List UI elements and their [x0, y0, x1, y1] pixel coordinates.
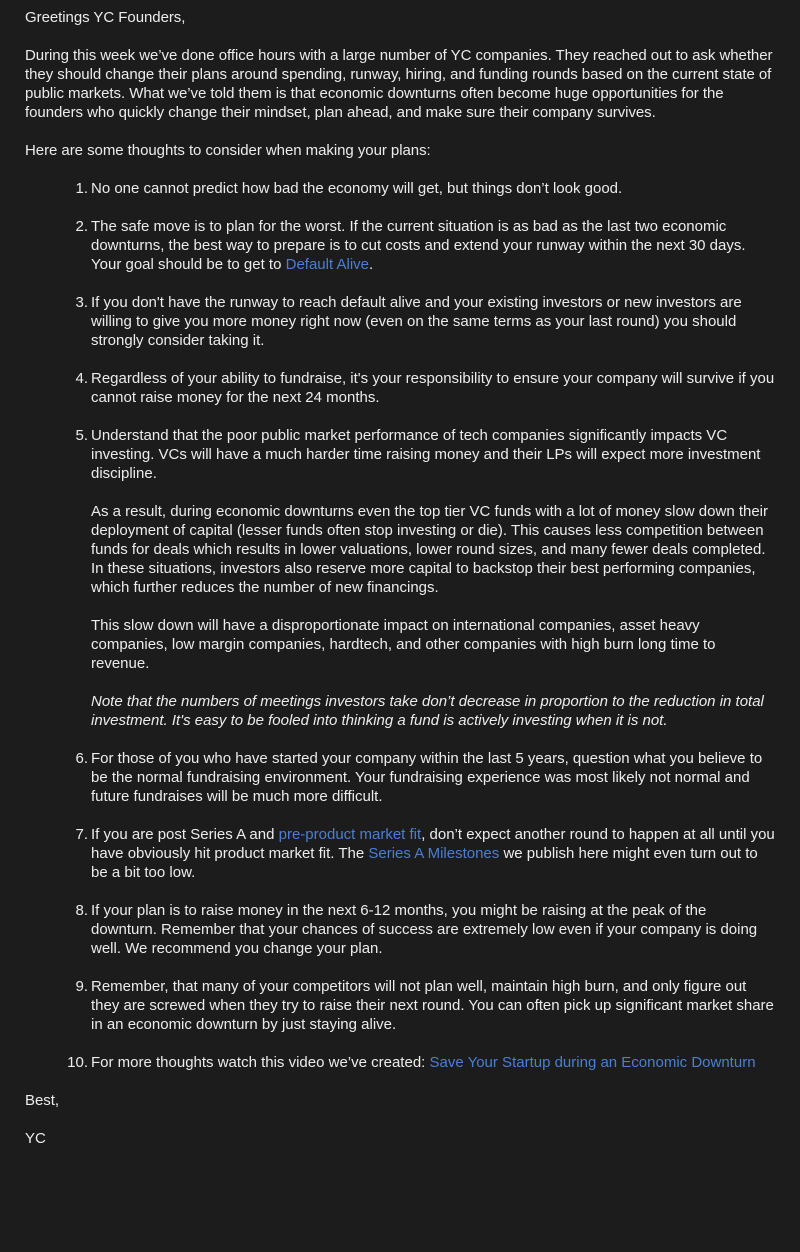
signature: YC	[25, 1130, 46, 1147]
list-text: , don’t expect another round to happen at all until you have obviously hit product market fit. The	[91, 826, 775, 862]
list-item	[25, 1053, 776, 1072]
greeting: Greetings YC Founders,	[25, 9, 186, 26]
list-number: 7.	[75, 826, 88, 843]
thoughts-list	[25, 179, 776, 1072]
list-item	[25, 179, 776, 198]
list-number: 4.	[75, 370, 88, 387]
list-text: .	[369, 256, 374, 273]
list-number: 3.	[75, 294, 88, 311]
list-text: Understand that the poor public market performance of tech companies significantly impacts VC investing. VCs will have a much harder time raising money and their LPs will expect more investment discipline.	[91, 427, 761, 482]
list-note: Note that the numbers of meetings investors take don’t decrease in proportion to the reduction in total investment. It's easy to be fooled into thinking a fund is actively investing when it is not.	[91, 693, 764, 729]
list-item	[25, 217, 776, 274]
list-text: Remember, that many of your competitors will not plan well, maintain high burn, and only figure out they are screwed when they try to raise their next round. You can often pick up significant market share in an economic downturn by just staying alive.	[91, 978, 774, 1033]
list-subparagraph: As a result, during economic downturns even the top tier VC funds with a lot of money slow down their deployment of capital (lesser funds often stop investing or die). This causes less competition between funds for deals which results in lower valuations, lower round sizes, and many fewer deals completed. In these situations, investors also reserve more capital to backstop their best performing companies, which further reduces the number of new financings.	[91, 503, 769, 596]
list-item	[25, 426, 776, 730]
signoff: Best,	[25, 1092, 59, 1109]
list-text: we publish here might even turn out to be a bit too low.	[91, 845, 758, 881]
list-number: 2.	[75, 218, 88, 235]
list-item	[25, 369, 776, 407]
list-text: The safe move is to plan for the worst. If the current situation is as bad as the last two economic downturns, the best way to prepare is to cut costs and extend your runway within the next 30 days. Your goal should be to get to	[91, 218, 746, 273]
list-text: No one cannot predict how bad the economy will get, but things don’t look good.	[91, 180, 623, 197]
list-text: If you are post Series A and	[91, 826, 279, 843]
list-item	[25, 749, 776, 806]
list-number: 1.	[75, 180, 88, 197]
list-text: If your plan is to raise money in the next 6-12 months, you might be raising at the peak of the downturn. Remember that your chances of success are extremely low even if your company is doing well. We recommend you change your plan.	[91, 902, 758, 957]
list-text: If you don't have the runway to reach default alive and your existing investors or new investors are willing to give you more money right now (even on the same terms as your last round) you should strongly consider taking it.	[91, 294, 742, 349]
default-alive-link[interactable]: Default Alive	[285, 256, 369, 273]
pre-product-market-fit-link[interactable]: pre-product market fit	[278, 826, 422, 843]
list-subparagraph: This slow down will have a disproportionate impact on international companies, asset heavy companies, low margin companies, hardtech, and other companies with high burn long time to revenue.	[91, 617, 716, 672]
list-number: 5.	[75, 427, 88, 444]
list-number: 10.	[67, 1054, 88, 1071]
save-your-startup-video-link[interactable]: Save Your Startup during an Economic Downturn	[429, 1054, 756, 1071]
lead-paragraph: Here are some thoughts to consider when making your plans:	[25, 142, 431, 159]
list-number: 9.	[75, 978, 88, 995]
list-item	[25, 977, 776, 1034]
list-text: For more thoughts watch this video we’ve created:	[91, 1054, 430, 1071]
list-item	[25, 293, 776, 350]
list-number: 6.	[75, 750, 88, 767]
intro-paragraph: During this week we’ve done office hours with a large number of YC companies. They reached out to ask whether they should change their plans around spending, runway, hiring, and funding rounds based on the current state of public markets. What we’ve told them is that economic downturns often become huge opportunities for the founders who quickly change their mindset, plan ahead, and make sure their company survives.	[25, 47, 773, 121]
series-a-milestones-link[interactable]: Series A Milestones	[368, 845, 500, 862]
list-item	[25, 825, 776, 882]
list-text: Regardless of your ability to fundraise, it's your responsibility to ensure your company will survive if you cannot raise money for the next 24 months.	[91, 370, 775, 406]
list-item	[25, 901, 776, 958]
list-text: For those of you who have started your company within the last 5 years, question what you believe to be the normal fundraising environment. Your fundraising experience was most likely not normal and future fundraises will be much more difficult.	[91, 750, 763, 805]
list-number: 8.	[75, 902, 88, 919]
